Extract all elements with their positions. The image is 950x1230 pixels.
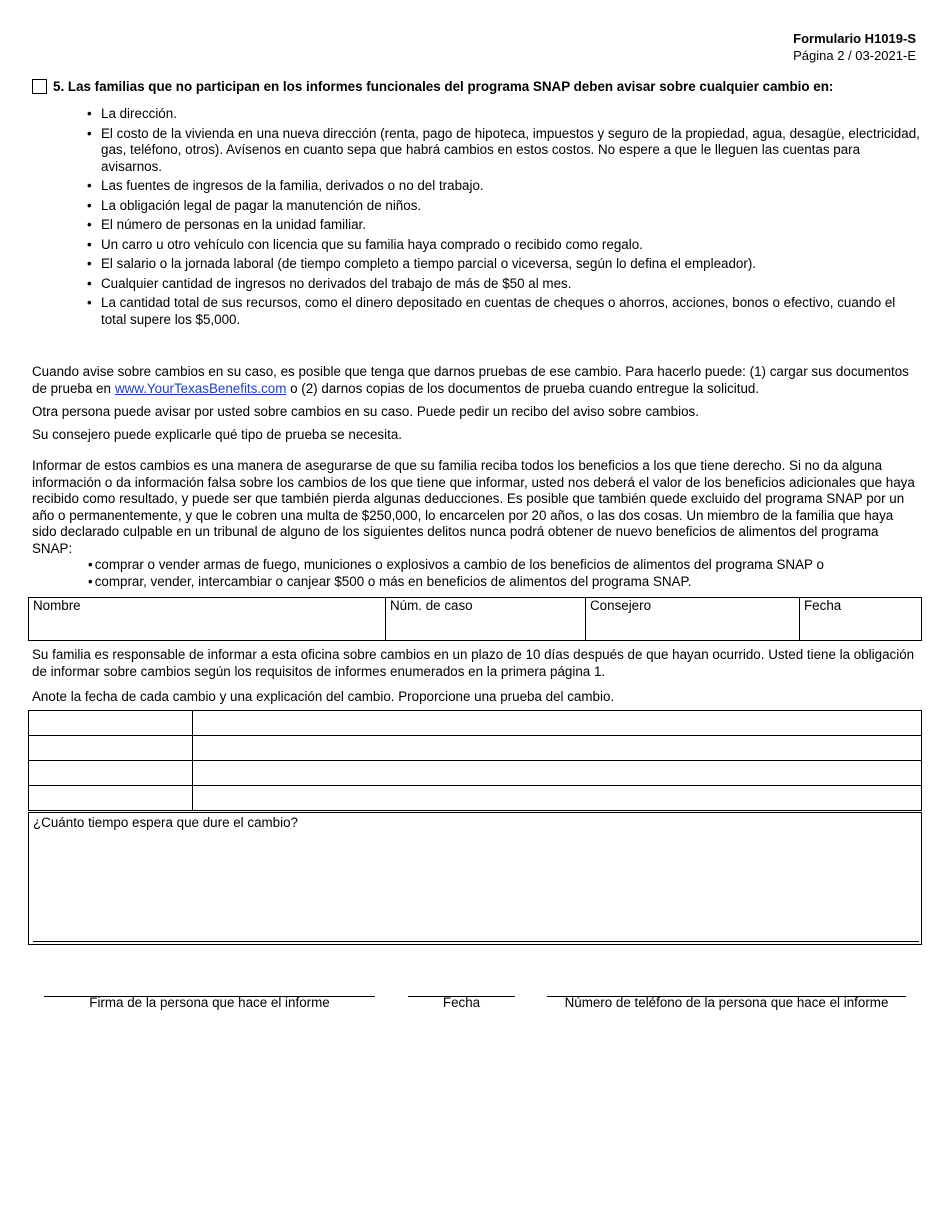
instructions-text: Anote la fecha de cada cambio y una explicación del cambio. Proporcione una prueba del cambio. [32,689,615,704]
case-number-label: Núm. de caso [390,598,473,613]
list-item: • La dirección. [87,106,922,123]
table-row [29,786,922,811]
list-item: • La cantidad total de sus recursos, como el dinero depositado en cuentas de cheques o ahorros, acciones, bonos o efectivo, cuando el total supere los $5,000. [87,295,922,328]
list-item: • La obligación legal de pagar la manutención de niños. [87,198,922,215]
changes-table [28,710,922,811]
crime-list [88,557,917,590]
form-number: Formulario H1019-S [793,31,916,46]
change-explanation-cell[interactable] [193,736,922,761]
page-info: Página 2 / 03-2021-E [793,48,916,63]
change-list [87,106,922,328]
list-item: • El número de personas en la unidad familiar. [87,217,922,234]
phone-label: Número de teléfono de la persona que hace el informe [564,995,889,1010]
proof-paragraph [32,364,917,397]
list-item: • comprar o vender armas de fuego, municiones o explosivos a cambio de los beneficios de alimentos del programa SNAP o [88,557,917,574]
name-label: Nombre [33,598,81,613]
advisor-text: Su consejero puede explicarle qué tipo de prueba se necesita. [32,427,402,442]
list-item: • El costo de la vivienda en una nueva dirección (renta, pago de hipoteca, impuestos y seguro de la propiedad, agua, desagüe, electricidad, gas, teléfono, otros). Avísenos en cuanto sepa que habrá cambios en estos costos. No espere a que le lleguen las cuentas para avisarnos. [87,126,922,176]
responsibility-text: Su familia es responsable de informar a esta oficina sobre cambios en un plazo de 10 días después de que hayan ocurrido. Usted tiene la obligación de informar sobre cambios según los requisitos de informes enumerados en la primera página 1. [32,647,915,679]
section-5 [32,78,922,331]
signature-label: Firma de la persona que hace el informe [89,995,330,1010]
change-date-cell[interactable] [29,786,193,811]
list-item: • Cualquier cantidad de ingresos no derivados del trabajo de más de $50 al mes. [87,276,922,293]
reporting-paragraph [32,458,917,590]
list-item: • Un carro u otro vehículo con licencia que su familia haya comprado o recibido como regalo. [87,237,922,254]
table-row [29,736,922,761]
proof-text: Cuando avise sobre cambios en su caso, es posible que tenga que darnos pruebas de ese cambio. Para hacerlo puede: (1) cargar sus documentos de prueba en [32,364,909,396]
other-person-text: Otra persona puede avisar por usted sobre cambios en su caso. Puede pedir un recibo del aviso sobre cambios. [32,404,699,419]
proof-text-after: o (2) darnos copias de los documentos de prueba cuando entregue la solicitud. [286,380,760,396]
name-field[interactable] [29,598,386,641]
list-item: • comprar, vender, intercambiar o canjear $500 o más en beneficios de alimentos del programa SNAP. [88,574,917,591]
change-explanation-cell[interactable] [193,711,922,736]
change-explanation-cell[interactable] [193,761,922,786]
reporting-text: Informar de estos cambios es una manera de asegurarse de que su familia reciba todos los beneficios a los que tiene derecho. Si no da alguna información o da información falsa sobre los cambios de los que tiene que informar, usted nos deberá el valor de los beneficios adicionales que haya recibido como resultado, y puede ser que también pierda algunas deducciones. Es posible que también quede excluido del programa SNAP por un año o permanentemente, y que le cobren una multa de $250,000, lo encarcelen por 20 años, o las dos cosas. Un miembro de la familia que haya sido declarado culpable en un tribunal de alguno de los siguientes delitos nunca podrá obtener de nuevo beneficios de alimentos del programa SNAP: [32,458,915,556]
date-field[interactable] [800,598,922,641]
date-label: Fecha [804,598,842,613]
section-5-checkbox[interactable] [32,79,47,94]
duration-label: ¿Cuánto tiempo espera que dure el cambio? [33,815,298,830]
your-texas-benefits-link[interactable]: www.YourTexasBenefits.com [114,380,287,396]
change-date-cell[interactable] [29,711,193,736]
section-5-heading [32,78,922,95]
case-info-table [28,597,922,641]
duration-underline [33,941,919,942]
table-row [29,761,922,786]
list-item: • Las fuentes de ingresos de la familia, derivados o no del trabajo. [87,178,922,195]
duration-box[interactable] [28,812,922,945]
change-date-cell[interactable] [29,736,193,761]
case-number-field[interactable] [386,598,586,641]
advisor-field[interactable] [586,598,800,641]
table-row [29,711,922,736]
change-explanation-cell[interactable] [193,786,922,811]
advisor-label: Consejero [590,598,652,613]
section-5-title: 5. Las familias que no participan en los informes funcionales del programa SNAP deben avisar sobre cualquier cambio en: [53,79,834,94]
change-date-cell[interactable] [29,761,193,786]
list-item: • El salario o la jornada laboral (de tiempo completo a tiempo parcial o viceversa, según lo defina el empleador). [87,256,922,273]
signature-date-label: Fecha [442,995,481,1010]
